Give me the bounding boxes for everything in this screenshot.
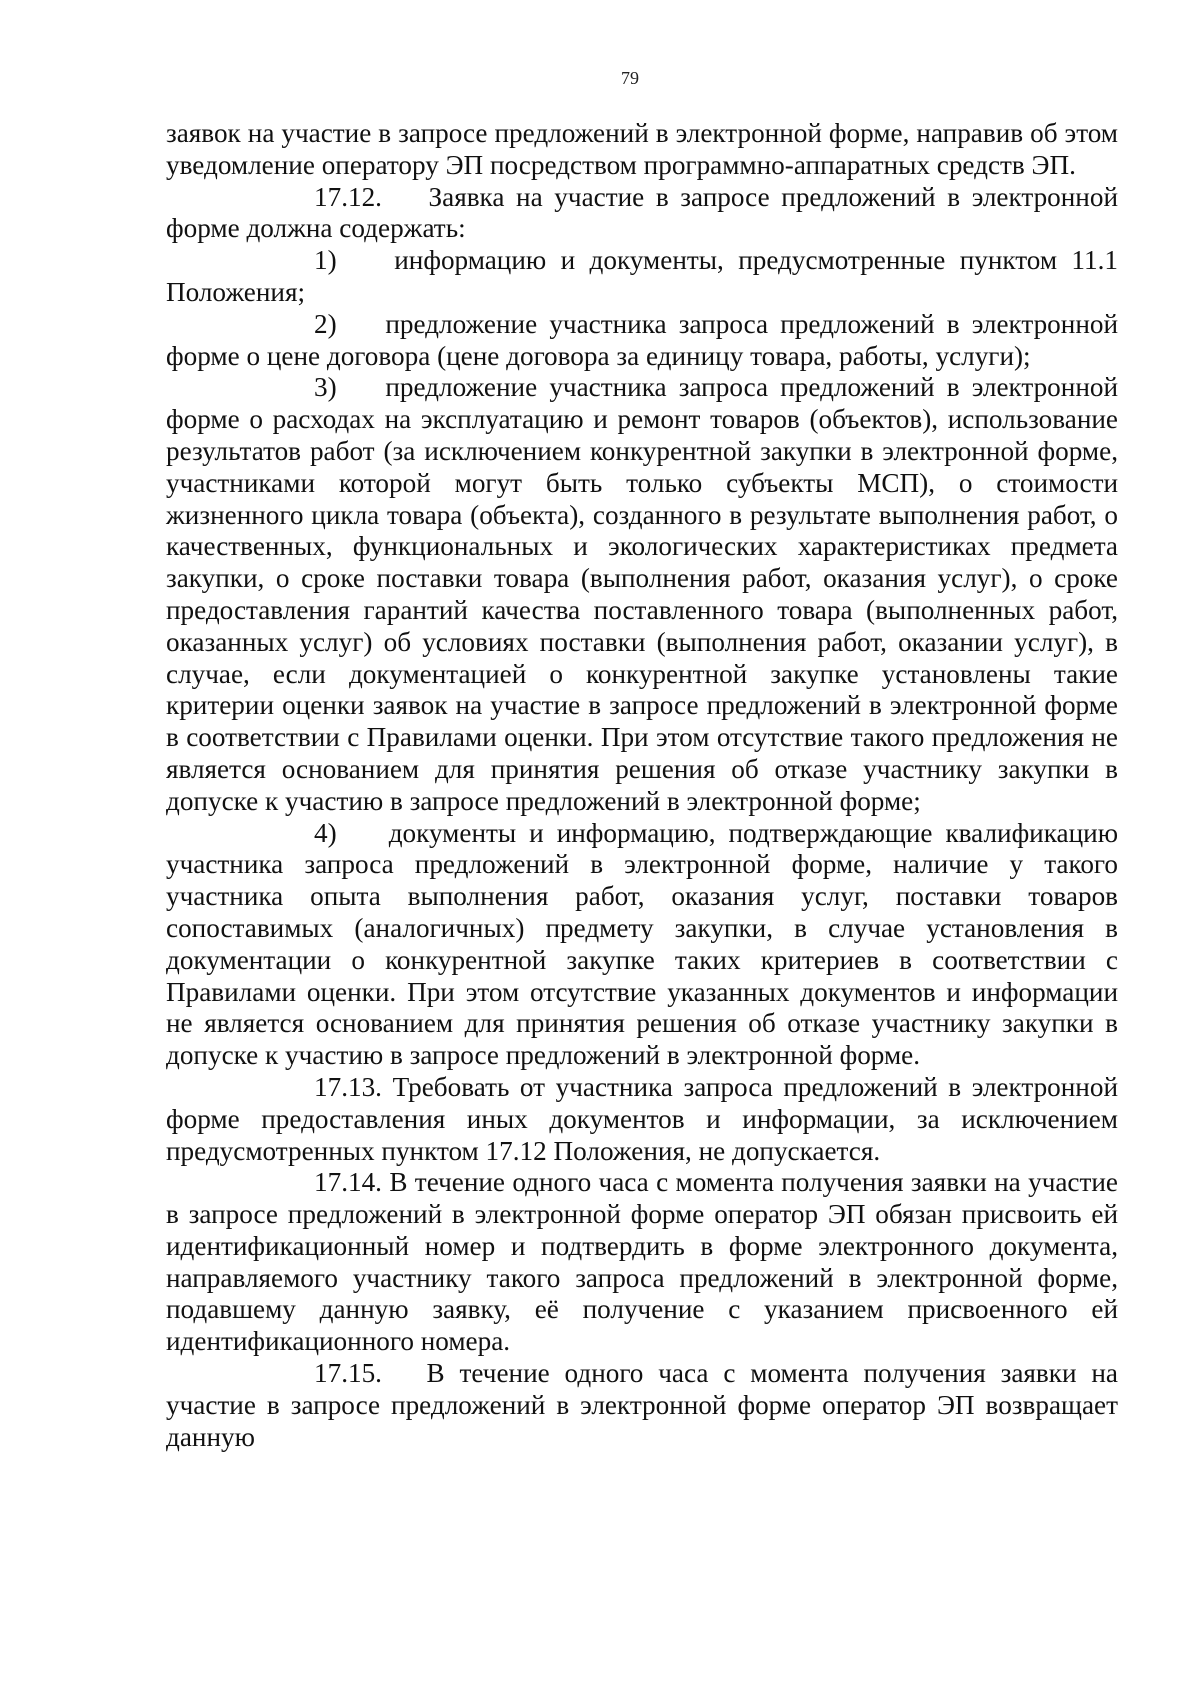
list-item-number: 1) [314, 245, 337, 276]
list-item-text: предложение участника запроса предложений в электронной форме о расходах на эксплуатацию и ремонт товаров (объектов), использование результатов работ (за исключением конкурентной закупки в электронной форме, участниками которой могут быть только субъекты МСП), о стоимости жизненного цикла товара (объекта), созданного в результате выполнения работ, о качественных, функциональных и экологических характеристиках предмета закупки, о сроке поставки товара (выполнения работ, оказания услуг), о сроке предоставления гарантий качества поставленного товара (выполненных работ, оказанных услуг) об условиях поставки (выполнения работ, оказании услуг), в случае, если документацией о конкурентной закупке установлены такие критерии оценки заявок на участие в запросе предложений в электронной форме в соответствии с Правилами оценки. При этом отсутствие такого предложения не является основанием для принятия решения об отказе участнику закупки в допуске к участию в запросе предложений в электронной форме; [166, 372, 1119, 816]
paragraph-text: Требовать от участника запроса предложений в электронной форме предоставления иных документов и информации, за исключением предусмотренных пунктом 17.12 Положения, не допускается. [166, 1071, 1118, 1166]
list-item-text: информацию и документы, предусмотренные пунктом 11.1 Положения; [166, 245, 1118, 307]
list-item-4 [166, 818, 1118, 1072]
paragraph-17-15 [166, 1358, 1118, 1453]
clause-number: 17.12. [314, 181, 382, 212]
list-item-text: предложение участника запроса предложений в электронной форме о цене договора (цене договора за единицу товара, работы, услуги); [166, 308, 1119, 371]
paragraph-text: В течение одного часа с момента получения заявки на участие в запросе предложений в электронной форме оператор ЭП возвращает данную [166, 1358, 1118, 1452]
document-body [166, 118, 1118, 1453]
list-item-number: 4) [314, 817, 337, 848]
clause-number: 17.14. [314, 1167, 382, 1198]
paragraph-continuation [166, 118, 1118, 182]
clause-number: 17.15. [314, 1358, 382, 1389]
clause-number: 17.13. [314, 1071, 382, 1102]
list-item-number: 2) [314, 308, 337, 339]
list-item-text: документы и информацию, подтверждающие квалификацию участника запроса предложений в электронной форме, наличие у такого участника опыта выполнения работ, оказания услуг, поставки товаров сопоставимых (аналогичных) предмету закупки, в случае установления в документации о конкурентной закупке таких критериев в соответствии с Правилами оценки. При этом отсутствие указанных документов и информации не является основанием для принятия решения об отказе участнику закупки в допуске к участию в запросе предложений в электронной форме. [166, 817, 1119, 1071]
paragraph-text: Заявка на участие в запросе предложений в электронной форме должна содержать: [166, 181, 1118, 244]
list-item-1 [166, 245, 1118, 309]
paragraph-text: заявок на участие в запросе предложений в электронной форме, направив об этом уведомление оператору ЭП посредством программно-аппаратных средств ЭП. [166, 118, 1118, 180]
paragraph-text: В течение одного часа с момента получения заявки на участие в запросе предложений в электронной форме оператор ЭП обязан присвоить ей идентификационный номер и подтвердить в форме электронного документа, направляемого участнику такого запроса предложений в электронной форме, подавшему данную заявку, её получение с указанием присвоенного ей идентификационного номера. [166, 1167, 1118, 1357]
list-item-3 [166, 372, 1118, 817]
list-item-number: 3) [314, 372, 337, 403]
page-number: 79 [621, 68, 639, 88]
paragraph-17-13 [166, 1072, 1118, 1167]
paragraph-17-14 [166, 1167, 1118, 1358]
paragraph-17-12 [166, 182, 1118, 246]
list-item-2 [166, 309, 1118, 373]
